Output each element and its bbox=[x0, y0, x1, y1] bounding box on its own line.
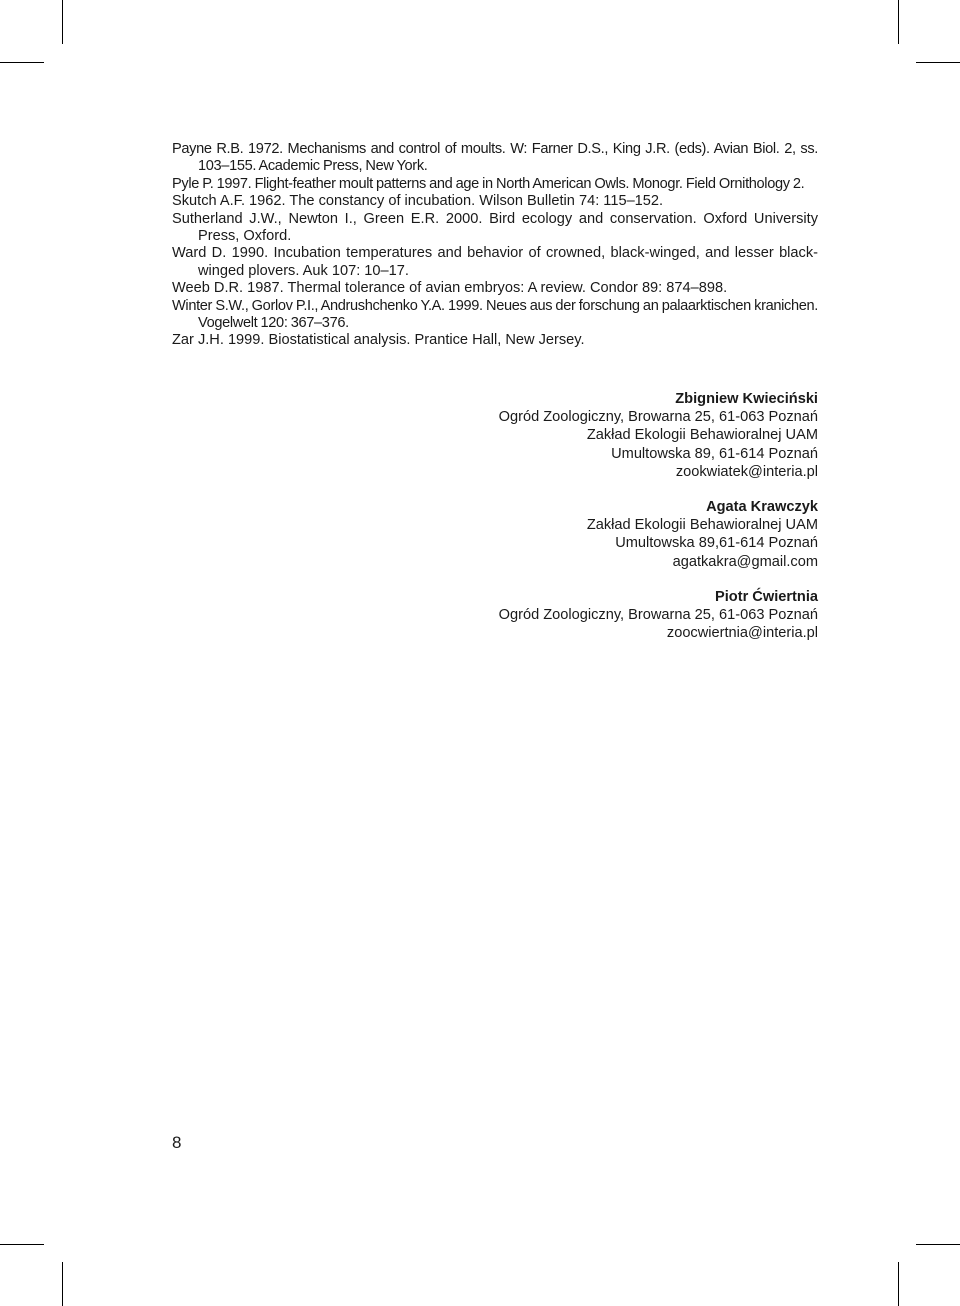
crop-mark-bottom-right-h bbox=[916, 1244, 960, 1245]
author-affiliation-line: Umultowska 89, 61-614 Poznań bbox=[611, 445, 818, 462]
reference-item: Pyle P. 1997. Flight-feather moult patterns and age in North American Owls. Monogr. Field Ornithology 2. bbox=[172, 175, 805, 192]
author-block bbox=[318, 498, 818, 571]
author-email: zookwiatek@interia.pl bbox=[675, 463, 818, 480]
crop-mark-top-left-h bbox=[0, 62, 44, 63]
crop-mark-bottom-left-v bbox=[62, 1262, 63, 1306]
author-email: agatkakra@gmail.com bbox=[672, 553, 818, 570]
reference-item: Sutherland J.W., Newton I., Green E.R. 2000. Bird ecology and conservation. Oxford University Press, Oxford. bbox=[172, 210, 818, 245]
reference-item: Zar J.H. 1999. Biostatistical analysis. Prantice Hall, New Jersey. bbox=[172, 332, 585, 349]
reference-item: Payne R.B. 1972. Mechanisms and control of moults. W: Farner D.S., King J.R. (eds). Avian Biol. 2, ss. 103–155. Academic Press, New York. bbox=[172, 141, 818, 175]
author-affiliation-line: Umultowska 89,61-614 Poznań bbox=[615, 535, 818, 552]
author-affiliations bbox=[318, 390, 818, 659]
crop-mark-top-left-v bbox=[62, 0, 63, 44]
author-affiliation-line: Ogród Zoologiczny, Browarna 25, 61-063 Poznań bbox=[498, 409, 818, 426]
reference-list bbox=[172, 141, 818, 350]
author-affiliation-line: Zakład Ekologii Behawioralnej UAM bbox=[586, 427, 818, 444]
crop-mark-top-right-v bbox=[898, 0, 899, 44]
crop-mark-bottom-right-v bbox=[898, 1262, 899, 1306]
reference-item: Winter S.W., Gorlov P.I., Andrushchenko Y.A. 1999. Neues aus der forschung an palaarktischen kranichen. Vogelwelt 120: 367–376. bbox=[172, 297, 818, 332]
reference-item: Ward D. 1990. Incubation temperatures and behavior of crowned, black-winged, and lesser black-winged plovers. Auk 107: 10–17. bbox=[172, 245, 818, 279]
author-block bbox=[318, 390, 818, 481]
reference-item: Skutch A.F. 1962. The constancy of incubation. Wilson Bulletin 74: 115–152. bbox=[172, 193, 664, 210]
author-affiliation-line: Zakład Ekologii Behawioralnej UAM bbox=[586, 517, 818, 534]
author-block bbox=[318, 588, 818, 643]
crop-mark-bottom-left-h bbox=[0, 1244, 44, 1245]
author-email: zoocwiertnia@interia.pl bbox=[666, 625, 818, 642]
author-affiliation-line: Ogród Zoologiczny, Browarna 25, 61-063 Poznań bbox=[498, 607, 818, 624]
author-name: Agata Krawczyk bbox=[706, 499, 818, 516]
page-number: 8 bbox=[172, 1133, 182, 1152]
author-name: Piotr Ćwiertnia bbox=[715, 588, 818, 605]
author-name: Zbigniew Kwieciński bbox=[675, 391, 818, 407]
crop-mark-top-right-h bbox=[916, 62, 960, 63]
reference-item: Weeb D.R. 1987. Thermal tolerance of avian embryos: A review. Condor 89: 874–898. bbox=[172, 280, 728, 297]
